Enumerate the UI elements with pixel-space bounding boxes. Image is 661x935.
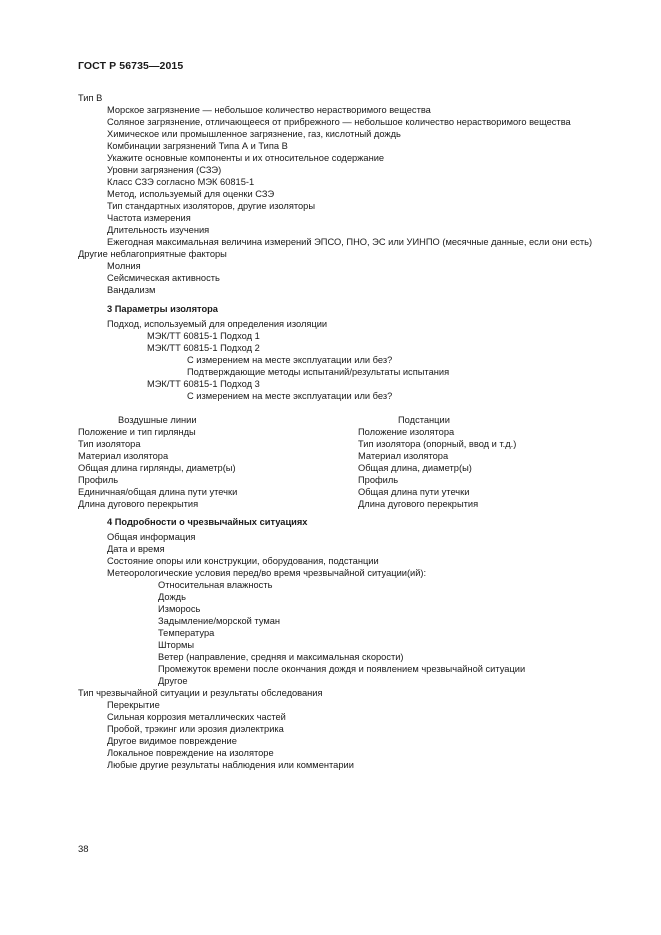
right-column-item: Общая длина пути утечки [358, 487, 470, 497]
column-title-substations: Подстанции [398, 415, 450, 425]
left-column-item: Профиль [78, 475, 119, 485]
approach-3-sub: С измерением на месте эксплуатации или без? [187, 391, 393, 401]
list-item: Общая информация [107, 532, 196, 542]
result-item: Любые другие результаты наблюдения или комментарии [107, 760, 354, 770]
result-item: Сильная коррозия металлических частей [107, 712, 286, 722]
weather-item: Изморось [158, 604, 201, 614]
list-item: Вандализм [107, 285, 156, 295]
list-item: Метеорологические условия перед/во время чрезвычайной ситуации(ий): [107, 568, 427, 578]
result-item: Перекрытие [107, 700, 160, 710]
results-title: Тип чрезвычайной ситуации и результаты обследования [78, 688, 323, 698]
left-column-item: Общая длина гирлянды, диаметр(ы) [78, 463, 236, 473]
result-item: Другое видимое повреждение [107, 736, 237, 746]
right-column-item: Общая длина, диаметр(ы) [358, 463, 472, 473]
weather-item: Ветер (направление, средняя и максимальная скорости) [158, 652, 404, 662]
list-item: Состояние опоры или конструкции, оборудования, подстанции [107, 556, 379, 566]
list-item: Класс СЗЭ согласно МЭК 60815-1 [107, 177, 255, 187]
column-title-overhead-lines: Воздушные линии [118, 415, 197, 425]
weather-item: Промежуток времени после окончания дождя и появлением чрезвычайной ситуации [158, 664, 526, 674]
right-column-item: Положение изолятора [358, 427, 455, 437]
approach-1: МЭК/ТТ 60815-1 Подход 1 [147, 331, 260, 341]
list-item: Метод, используемый для оценки СЗЭ [107, 189, 275, 199]
list-item: Укажите основные компоненты и их относительное содержание [107, 153, 385, 163]
list-item: Сейсмическая активность [107, 273, 220, 283]
section-3-heading: 3 Параметры изолятора [107, 304, 218, 314]
list-item: Дата и время [107, 544, 165, 554]
left-column-item: Тип изолятора [78, 439, 141, 449]
list-item: Тип стандартных изоляторов, другие изоляторы [107, 201, 316, 211]
weather-item: Относительная влажность [158, 580, 273, 590]
result-item: Локальное повреждение на изоляторе [107, 748, 274, 758]
list-item: Морское загрязнение — небольшое количество нерастворимого вещества [107, 105, 431, 115]
left-column-item: Материал изолятора [78, 451, 169, 461]
weather-item: Другое [158, 676, 188, 686]
document-id: ГОСТ Р 56735—2015 [78, 60, 184, 72]
left-column-item: Положение и тип гирлянды [78, 427, 196, 437]
approach-2: МЭК/ТТ 60815-1 Подход 2 [147, 343, 260, 353]
list-item: Ежегодная максимальная величина измерений ЭПСО, ПНО, ЭС или УИНПО (месячные данные, если они есть) [107, 237, 593, 247]
list-item: Длительность изучения [107, 225, 210, 235]
right-column-item: Профиль [358, 475, 399, 485]
left-column-item: Единичная/общая длина пути утечки [78, 487, 238, 497]
result-item: Пробой, трэкинг или эрозия диэлектрика [107, 724, 284, 734]
left-column-item: Длина дугового перекрытия [78, 499, 199, 509]
list-item: Соляное загрязнение, отличающееся от прибрежного — небольшое количество нерастворимого вещества [107, 117, 571, 127]
list-item: Молния [107, 261, 141, 271]
approach-title: Подход, используемый для определения изоляции [107, 319, 328, 329]
list-item: Уровни загрязнения (СЗЭ) [107, 165, 222, 175]
section-title-unfavorable: Другие неблагоприятные факторы [78, 249, 227, 259]
section-title-type-b: Тип В [78, 93, 103, 103]
weather-item: Штормы [158, 640, 195, 650]
section-4-heading: 4 Подробности о чрезвычайных ситуациях [107, 517, 308, 527]
weather-item: Температура [158, 628, 215, 638]
approach-2-sub: Подтверждающие методы испытаний/результаты испытания [187, 367, 450, 377]
right-column-item: Материал изолятора [358, 451, 449, 461]
approach-2-sub: С измерением на месте эксплуатации или без? [187, 355, 393, 365]
list-item: Частота измерения [107, 213, 191, 223]
weather-item: Дождь [158, 592, 186, 602]
page-number: 38 [78, 844, 89, 855]
right-column-item: Тип изолятора (опорный, ввод и т.д.) [358, 439, 517, 449]
approach-3: МЭК/ТТ 60815-1 Подход 3 [147, 379, 260, 389]
list-item: Химическое или промышленное загрязнение, газ, кислотный дождь [107, 129, 401, 139]
list-item: Комбинации загрязнений Типа А и Типа В [107, 141, 288, 151]
right-column-item: Длина дугового перекрытия [358, 499, 479, 509]
weather-item: Задымление/морской туман [158, 616, 281, 626]
